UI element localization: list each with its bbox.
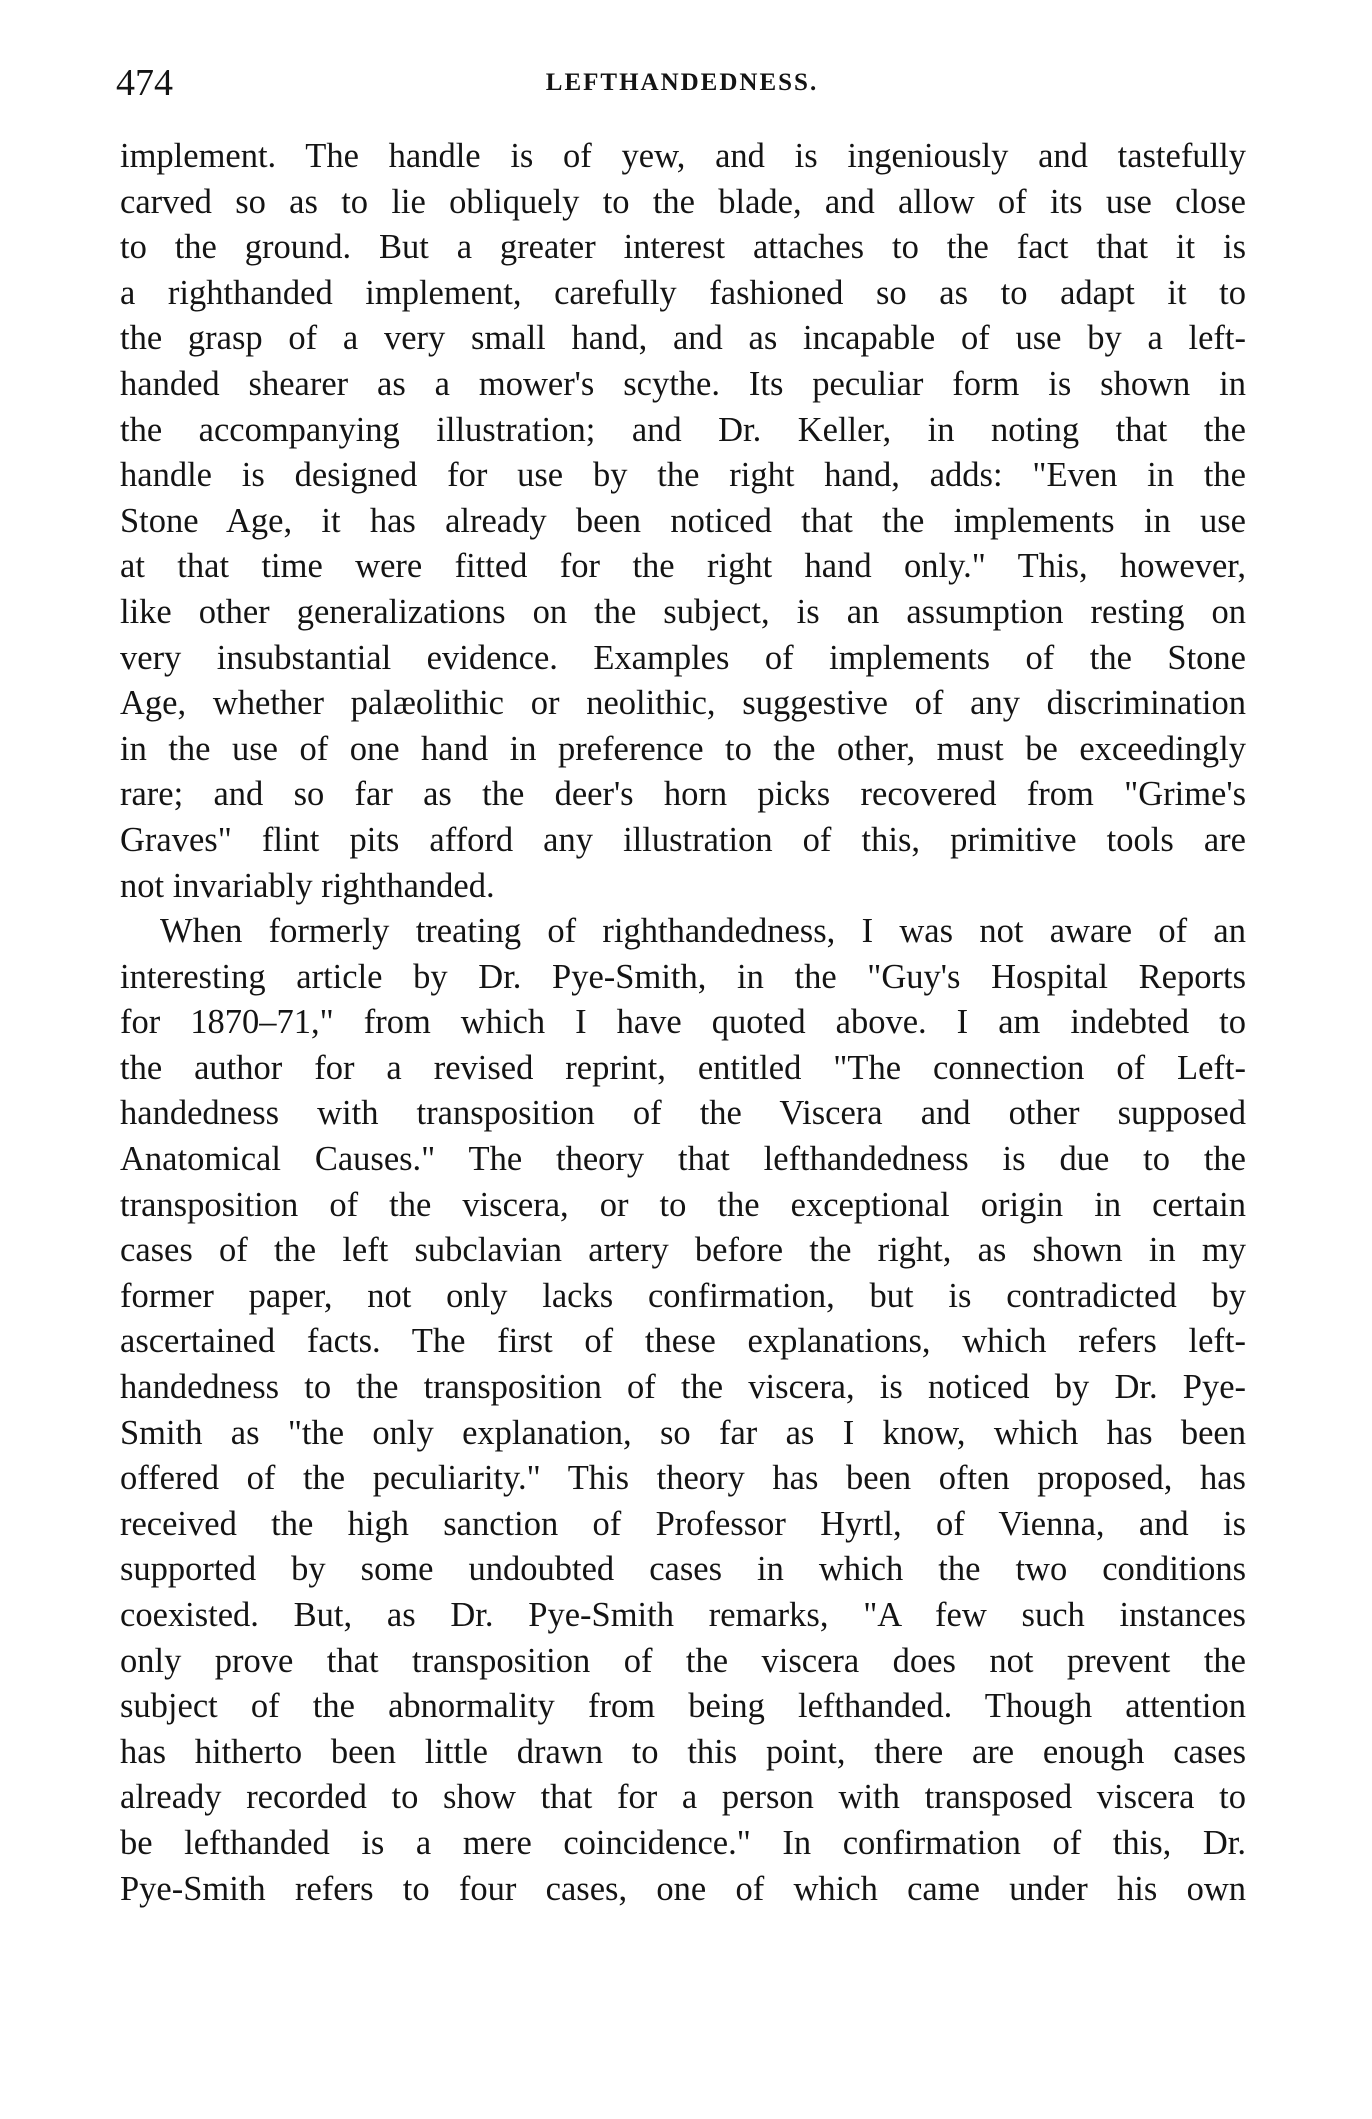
paragraph-2	[120, 909, 1246, 1912]
text-line: to the ground. But a greater interest attaches to the fact that it is	[120, 228, 1246, 267]
running-header	[116, 58, 1248, 108]
text-line: coexisted. But, as Dr. Pye-Smith remarks, "A few such instances	[120, 1596, 1246, 1634]
text-line: in the use of one hand in preference to the other, must be exceedingly	[120, 729, 1246, 768]
text-line: handed shearer as a mower's scythe. Its peculiar form is shown in	[120, 364, 1246, 403]
body-text	[120, 134, 1246, 1912]
text-line: subject of the abnormality from being lefthanded. Though attention	[120, 1687, 1246, 1726]
text-line: When formerly treating of righthandedness, I was not aware of an	[160, 912, 1246, 951]
text-line: handedness to the transposition of the viscera, is noticed by Dr. Pye-	[120, 1368, 1246, 1407]
text-line: supported by some undoubted cases in which the two conditions	[120, 1550, 1246, 1589]
text-line: for 1870–71," from which I have quoted above. I am indebted to	[120, 1003, 1246, 1042]
text-line: Anatomical Causes." The theory that lefthandedness is due to the	[120, 1140, 1246, 1179]
text-line: the grasp of a very small hand, and as incapable of use by a left-	[120, 319, 1246, 358]
text-line: very insubstantial evidence. Examples of implements of the Stone	[120, 638, 1246, 677]
text-line: Pye-Smith refers to four cases, one of which came under his own	[120, 1869, 1246, 1908]
text-line: not invariably righthanded.	[120, 866, 495, 905]
text-line: handedness with transposition of the Viscera and other supposed	[120, 1094, 1246, 1133]
text-line: the author for a revised reprint, entitled "The connection of Left-	[120, 1048, 1246, 1087]
text-line: has hitherto been little drawn to this point, there are enough cases	[120, 1732, 1246, 1771]
text-line: received the high sanction of Professor Hyrtl, of Vienna, and is	[120, 1504, 1246, 1543]
text-line: already recorded to show that for a person with transposed viscera to	[120, 1778, 1246, 1817]
text-line: Graves" flint pits afford any illustration of this, primitive tools are	[120, 820, 1246, 859]
text-line: Age, whether palæolithic or neolithic, suggestive of any discrimination	[120, 684, 1246, 723]
text-line: a righthanded implement, carefully fashioned so as to adapt it to	[120, 273, 1246, 312]
paragraph-1	[120, 134, 1246, 909]
text-line: handle is designed for use by the right hand, adds: "Even in the	[120, 456, 1246, 495]
text-line: offered of the peculiarity." This theory has been often proposed, has	[120, 1459, 1246, 1498]
text-line: at that time were fitted for the right hand only." This, however,	[120, 547, 1246, 586]
text-line: be lefthanded is a mere coincidence." In confirmation of this, Dr.	[120, 1823, 1246, 1862]
text-line: implement. The handle is of yew, and is ingeniously and tastefully	[120, 137, 1246, 175]
text-line: the accompanying illustration; and Dr. Keller, in noting that the	[120, 410, 1246, 449]
running-title: LEFTHANDEDNESS.	[545, 69, 819, 96]
page-number: 474	[116, 62, 173, 104]
text-line: Smith as "the only explanation, so far as I know, which has been	[120, 1413, 1246, 1452]
text-line: former paper, not only lacks confirmation, but is contradicted by	[120, 1276, 1246, 1315]
text-line: like other generalizations on the subject, is an assumption resting on	[120, 592, 1246, 631]
text-line: Stone Age, it has already been noticed that the implements in use	[120, 501, 1246, 540]
text-line: rare; and so far as the deer's horn picks recovered from "Grime's	[120, 775, 1246, 814]
text-line: carved so as to lie obliquely to the blade, and allow of its use close	[120, 182, 1246, 221]
text-line: transposition of the viscera, or to the exceptional origin in certain	[120, 1185, 1246, 1224]
text-line: cases of the left subclavian artery before the right, as shown in my	[120, 1231, 1246, 1270]
text-line: interesting article by Dr. Pye-Smith, in the "Guy's Hospital Reports	[120, 957, 1246, 996]
text-line: only prove that transposition of the viscera does not prevent the	[120, 1641, 1246, 1680]
text-line: ascertained facts. The first of these explanations, which refers left-	[120, 1322, 1246, 1361]
